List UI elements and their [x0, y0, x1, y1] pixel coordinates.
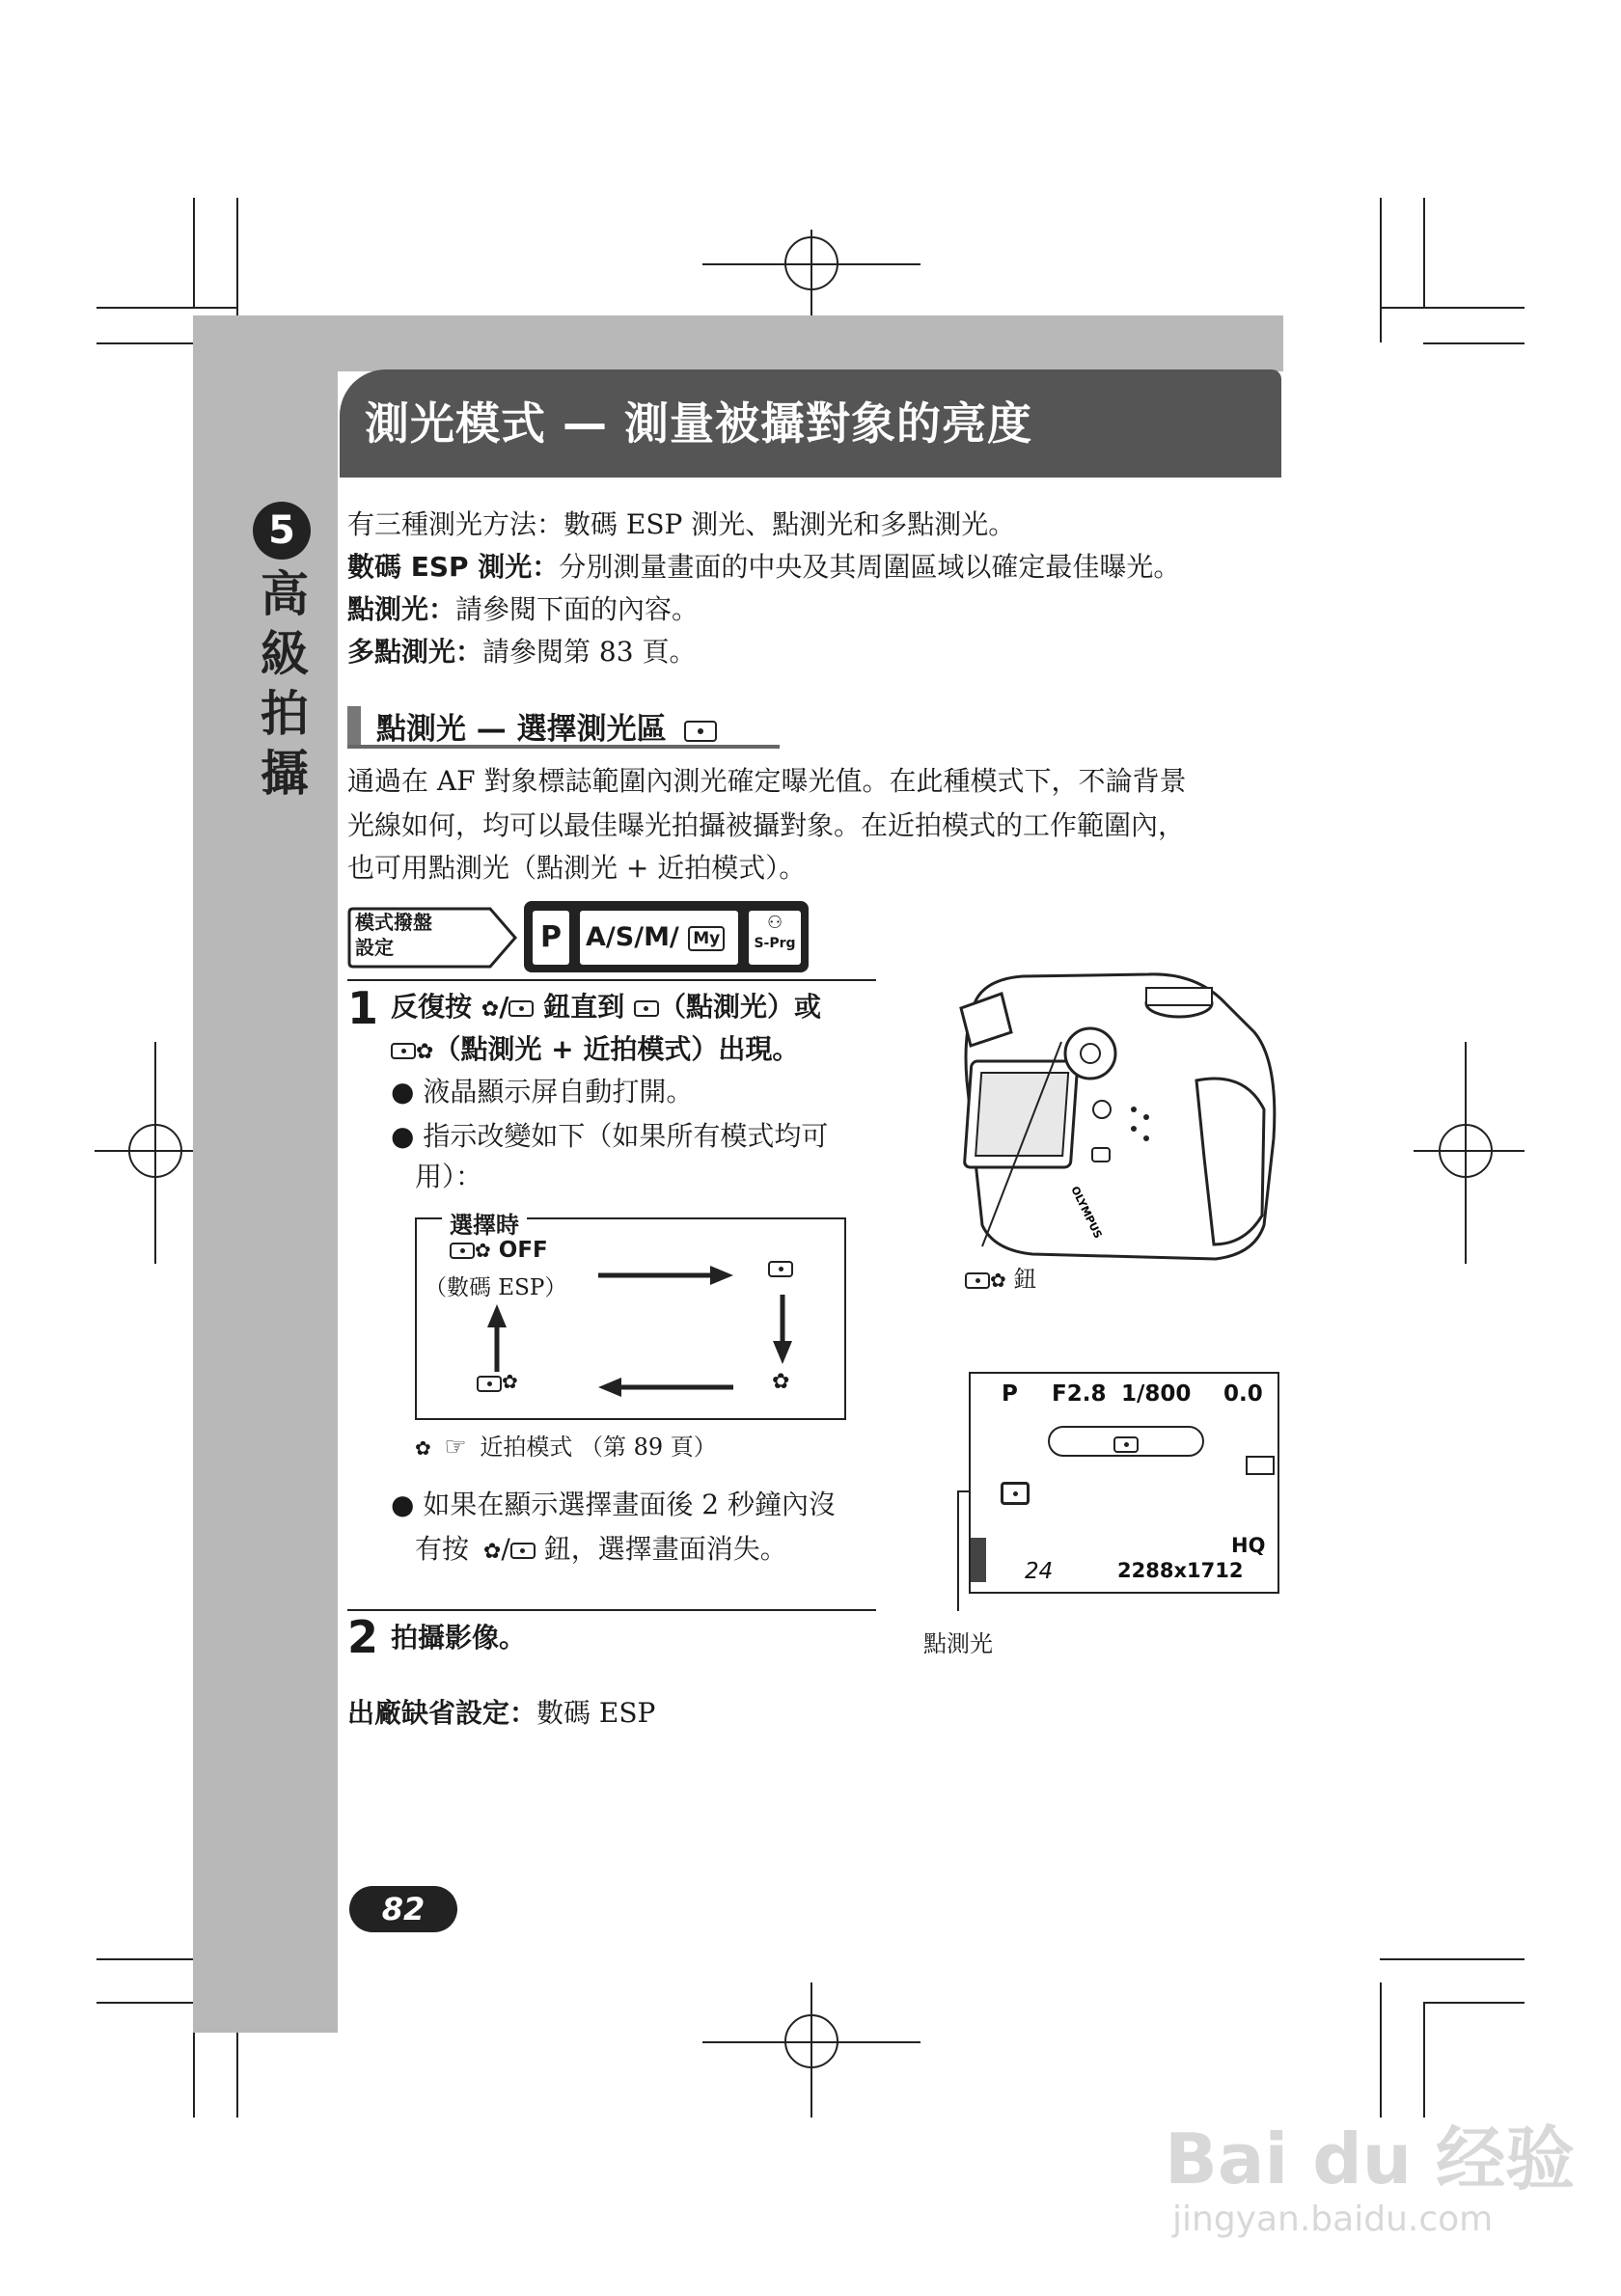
lcd-spot-target-icon [1113, 1436, 1139, 1453]
mode-p: P [530, 908, 572, 968]
mode-sprg [746, 908, 804, 968]
lcd-shutter: 1/800 [1121, 1381, 1192, 1407]
intro-label-multi: 多點測光： [347, 636, 483, 668]
top-band [193, 315, 1283, 371]
camera-brand-label: OLYMPUS [1068, 1184, 1105, 1241]
mode-asm [577, 908, 741, 968]
step1-note-line2-a: 有按 [415, 1533, 470, 1565]
step1-number: 1 [347, 982, 379, 1034]
macro-reference-text: 近拍模式 （第 89 頁） [480, 1434, 717, 1461]
step1-rule [347, 979, 876, 981]
macro-icon: ✿ [502, 1370, 518, 1393]
step1-note-line1-text: 如果在顯示選擇畫面後 2 秒鐘內沒 [423, 1489, 836, 1520]
intro-line-1 [347, 504, 1015, 546]
step1-note-line2: 有按 ✿/ 鈕，選擇畫面消失。 [415, 1533, 787, 1565]
section-heading [347, 702, 780, 749]
state-spot-icon [768, 1261, 793, 1277]
page-number: 82 [349, 1886, 457, 1932]
default-setting-label: 出廠缺省設定： [347, 1697, 537, 1729]
intro-text-spot: 請參閱下面的內容。 [455, 593, 700, 625]
step1-line1: 反復按 ✿/ 鈕直到 （點測光）或 [391, 991, 821, 1023]
step1-bullet-1: ● 液晶顯示屏自動打開。 [391, 1076, 694, 1107]
intro-line-2 [347, 546, 1180, 588]
state-macro-icon: ✿ [772, 1370, 790, 1394]
macro-icon: ✿ [415, 1436, 431, 1460]
section-paragraph-line-2: 光線如何，均可以最佳曝光拍攝被攝對象。在近拍模式的工作範圍內， [347, 809, 1186, 841]
spot-metering-icon [634, 1000, 659, 1017]
camera-callout-text: 鈕 [1013, 1266, 1037, 1293]
lcd-battery-icon [971, 1538, 986, 1582]
step1-bullet-2-text: 指示改變如下（如果所有模式均可 [423, 1120, 829, 1152]
step2-number: 2 [347, 1611, 379, 1663]
spot-metering-icon [684, 721, 717, 742]
default-setting [347, 1692, 655, 1735]
chapter-number-badge: 5 [253, 502, 311, 560]
default-setting-value: 數碼 ESP [536, 1697, 656, 1729]
section-heading-text: 點測光 — 選擇測光區 [376, 712, 667, 747]
state-esp-label: （數碼 ESP） [425, 1275, 567, 1300]
section-paragraph-line-1: 通過在 AF 對象標誌範圍內測光確定曝光值。在此種模式下，不論背景 [347, 765, 1187, 797]
intro-label-esp: 數碼 ESP 測光： [347, 551, 560, 583]
intro-line-1-text: 有三種測光方法：數碼 ESP 測光、點測光和多點測光。 [347, 508, 1016, 540]
section-paragraph-line-3: 也可用點測光（點測光 + 近拍模式）。 [347, 852, 807, 884]
spot-metering-icon [477, 1376, 502, 1392]
mode-dial-label-line2: 設定 [355, 936, 394, 959]
intro-line-4 [347, 631, 696, 673]
lcd-quality: HQ [1231, 1534, 1266, 1557]
state-spot-macro [477, 1370, 518, 1393]
chapter-title: 高級拍攝 [261, 566, 309, 802]
step1-line1-a: 反復按 [391, 991, 473, 1023]
watermark-brand: Bai du 经验 [1165, 2118, 1576, 2200]
mode-my: My [688, 926, 725, 951]
camera-illustration [955, 965, 1283, 1273]
step1-line1-c: （點測光）或 [658, 991, 821, 1023]
intro-text-esp: 分別測量畫面的中央及其周圍區域以確定最佳曝光。 [559, 551, 1181, 583]
baidu-watermark [1153, 2074, 1576, 2267]
lcd-remaining: 24 [1025, 1559, 1054, 1584]
spot-button-icon [510, 1543, 536, 1559]
lcd-mode: P [1002, 1381, 1018, 1407]
section-heading-bar [347, 706, 361, 745]
step1-bullet-2: ● 指示改變如下（如果所有模式均可 [391, 1120, 829, 1152]
step2-text: 拍攝影像。 [391, 1622, 527, 1654]
camera-callout [965, 1260, 1036, 1294]
step1-bullet-2-cont: 用）： [415, 1161, 483, 1192]
macro-icon: ✿ [482, 1540, 502, 1564]
intro-line-3 [347, 588, 699, 631]
macro-icon: ✿ [416, 1040, 434, 1064]
state-box-title: 選擇時 [442, 1206, 527, 1240]
macro-icon: ✿ [481, 998, 500, 1022]
step1-line2 [391, 1028, 799, 1074]
macro-icon: ✿ [990, 1269, 1006, 1292]
step1-line1-b: 鈕直到 [543, 991, 625, 1023]
lcd-callout-tick [957, 1490, 971, 1492]
lcd-screen [969, 1372, 1279, 1594]
watermark-url: jingyan.baidu.com [1172, 2200, 1494, 2239]
lcd-callout-label: 點測光 [923, 1630, 993, 1657]
mode-asm-label: A/S/M/ [586, 922, 679, 952]
lcd-card-icon [1246, 1456, 1275, 1475]
state-off-label: OFF [498, 1238, 548, 1263]
scene-icon: ⚇ [767, 913, 783, 933]
pointing-hand-icon: ☞ [444, 1433, 467, 1462]
mode-dial-label-line1: 模式撥盤 [355, 911, 432, 934]
spot-metering-icon [391, 1043, 416, 1059]
spot-metering-icon [965, 1272, 990, 1289]
macro-reference [415, 1428, 717, 1462]
step1-line2-text: （點測光 + 近拍模式）出現。 [433, 1033, 800, 1065]
step2-rule [347, 1609, 876, 1611]
step1-note-line1: ● 如果在顯示選擇畫面後 2 秒鐘內沒 [391, 1489, 836, 1520]
mode-sprg-label: S-Prg [754, 936, 796, 951]
page-title: 測光模式 — 測量被攝對象的亮度 [340, 369, 1281, 478]
lcd-resolution: 2288x1712 [1117, 1559, 1244, 1582]
lcd-aperture: F2.8 [1052, 1381, 1107, 1407]
lcd-callout-line [957, 1490, 959, 1611]
intro-text-multi: 請參閱第 83 頁。 [482, 636, 697, 668]
macro-icon: ✿ [475, 1239, 491, 1262]
intro-label-spot: 點測光： [347, 593, 456, 625]
spot-button-icon [508, 1000, 534, 1017]
step1-bullet-1-text: 液晶顯示屏自動打開。 [423, 1076, 694, 1107]
step1-note-line2-b: 鈕，選擇畫面消失。 [543, 1533, 787, 1565]
lcd-spot-metering-icon [1001, 1482, 1030, 1505]
lcd-ev: 0.0 [1223, 1381, 1263, 1407]
mode-dial-label [355, 910, 432, 960]
